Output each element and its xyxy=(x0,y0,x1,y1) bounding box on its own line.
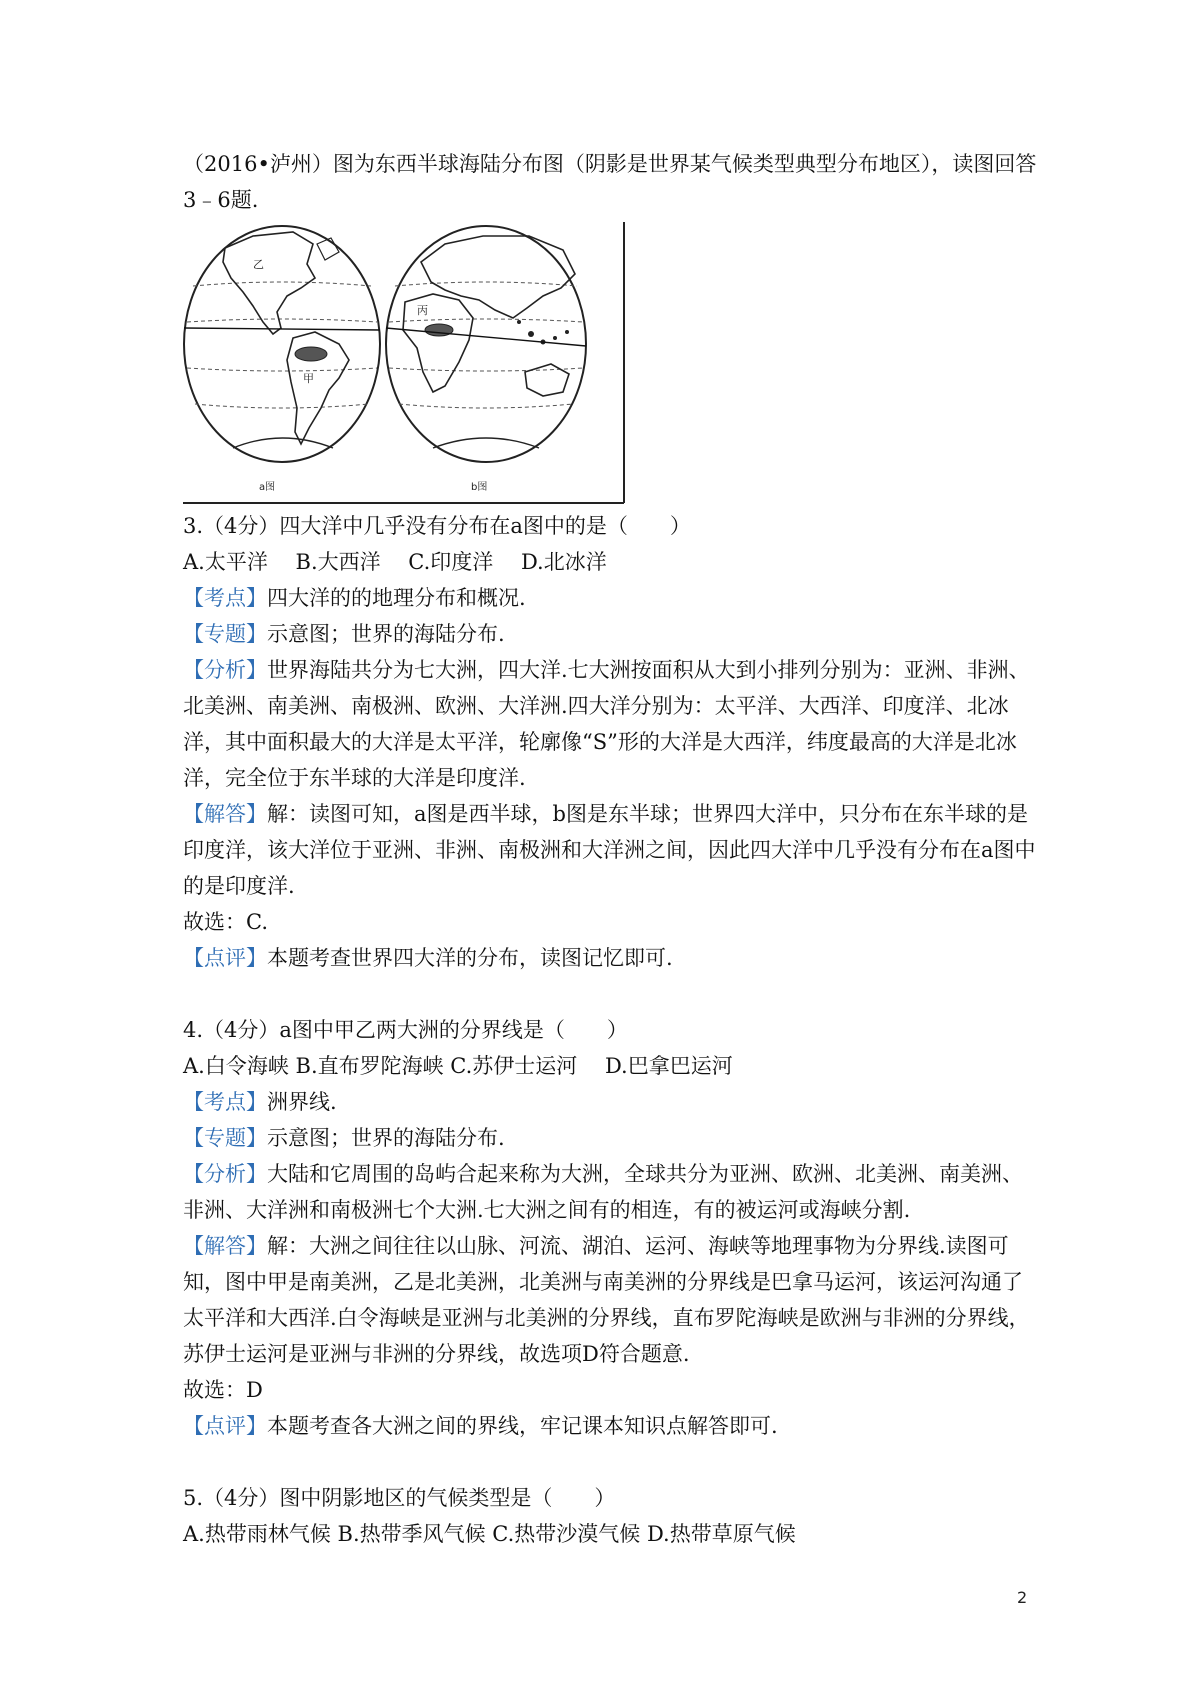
q4-jieda xyxy=(183,1228,1043,1372)
q3-fenxi-text: 世界海陆共分为七大洲，四大洋.七大洲按面积从大到小排列分别为：亚洲、非洲、北美洲、南美洲、南极洲、欧洲、大洋洲.四大洋分别为：太平洋、大西洋、印度洋、北冰洋，其中面积最大的大洋是太平洋，轮廓像“S”形的大洋是大西洋，纬度最高的大洋是北冰洋，完全位于东半球的大洋是印度洋. xyxy=(183,658,1030,790)
q3-dianping-tag: 【点评】 xyxy=(183,946,267,970)
q4-fenxi-text: 大陆和它周围的岛屿合起来称为大洲，全球共分为亚洲、欧洲、北美洲、南美洲、非洲、大洋洲和南极洲七个大洲.七大洲之间有的相连，有的被运河或海峡分割. xyxy=(183,1162,1023,1222)
q3-dianping xyxy=(183,940,1043,976)
q5-stem: 5.（4分）图中阴影地区的气候类型是（ ） xyxy=(183,1486,616,1510)
q3-kaodian-text: 四大洋的的地理分布和概况. xyxy=(267,586,526,610)
q4-answer: 故选：D xyxy=(183,1378,263,1402)
q4-kaodian-tag: 【考点】 xyxy=(183,1090,267,1114)
label-yi: 乙 xyxy=(253,258,264,271)
intro-line-1: （2016•泸州）图为东西半球海陆分布图（阴影是世界某气候类型典型分布地区），读图回答 xyxy=(183,152,1037,176)
q4-kaodian xyxy=(183,1084,1043,1120)
hemisphere-map-figure xyxy=(183,222,625,504)
q3-zhuanti-text: 示意图；世界的海陆分布. xyxy=(267,622,505,646)
intro-line-2: 3﹣6题. xyxy=(183,188,259,212)
label-jia: 甲 xyxy=(303,372,314,385)
q3-zhuanti xyxy=(183,616,1043,652)
q3-kaodian xyxy=(183,580,1043,616)
q4-dianping-tag: 【点评】 xyxy=(183,1414,267,1438)
q3-fenxi xyxy=(183,652,1043,796)
q3-jieda-text: 解：读图可知，a图是西半球，b图是东半球；世界四大洋中，只分布在东半球的是印度洋，该大洋位于亚洲、非洲、南极洲和大洋洲之间，因此四大洋中几乎没有分布在a图中的是印度洋. xyxy=(183,802,1036,898)
label-a: a图 xyxy=(259,482,276,493)
label-b: b图 xyxy=(471,482,488,493)
q4-stem: 4.（4分）a图中甲乙两大洲的分界线是（ ） xyxy=(183,1018,628,1042)
q4-dianping xyxy=(183,1408,1043,1444)
q3-jieda-tag: 【解答】 xyxy=(183,802,267,826)
q3-fenxi-tag: 【分析】 xyxy=(183,658,267,682)
q4-jieda-text: 解：大洲之间往往以山脉、河流、湖泊、运河、海峡等地理事物为分界线.读图可知，图中甲是南美洲，乙是北美洲，北美洲与南美洲的分界线是巴拿马运河，该运河沟通了太平洋和大西洋.白令海峡是亚洲与北美洲的分界线，直布罗陀海峡是欧洲与非洲的分界线，苏伊士运河是亚洲与非洲的分界线，故选项D符合题意. xyxy=(183,1234,1030,1366)
q4-options: A.白令海峡 B.直布罗陀海峡 C.苏伊士运河 D.巴拿巴运河 xyxy=(183,1054,733,1078)
q3-dianping-text: 本题考查世界四大洋的分布，读图记忆即可. xyxy=(267,946,673,970)
q3-kaodian-tag: 【考点】 xyxy=(183,586,267,610)
q3-answer: 故选：C. xyxy=(183,910,268,934)
q3-jieda xyxy=(183,796,1043,904)
q4-zhuanti-tag: 【专题】 xyxy=(183,1126,267,1150)
q3-zhuanti-tag: 【专题】 xyxy=(183,622,267,646)
q4-jieda-tag: 【解答】 xyxy=(183,1234,267,1258)
q4-zhuanti-text: 示意图；世界的海陆分布. xyxy=(267,1126,505,1150)
q4-dianping-text: 本题考查各大洲之间的界线，牢记课本知识点解答即可. xyxy=(267,1414,778,1438)
label-bing: 丙 xyxy=(417,304,428,317)
q4-fenxi-tag: 【分析】 xyxy=(183,1162,267,1186)
hemisphere-map xyxy=(183,222,625,504)
q4-fenxi xyxy=(183,1156,1043,1228)
page-number: 2 xyxy=(1017,1588,1028,1607)
q4-kaodian-text: 洲界线. xyxy=(267,1090,337,1114)
q4-zhuanti xyxy=(183,1120,1043,1156)
page-content xyxy=(183,146,1043,1552)
q3-stem: 3.（4分）四大洋中几乎没有分布在a图中的是（ ） xyxy=(183,514,691,538)
q3-options: A.太平洋 B.大西洋 C.印度洋 D.北冰洋 xyxy=(183,550,607,574)
q5-options: A.热带雨林气候 B.热带季风气候 C.热带沙漠气候 D.热带草原气候 xyxy=(183,1522,796,1546)
